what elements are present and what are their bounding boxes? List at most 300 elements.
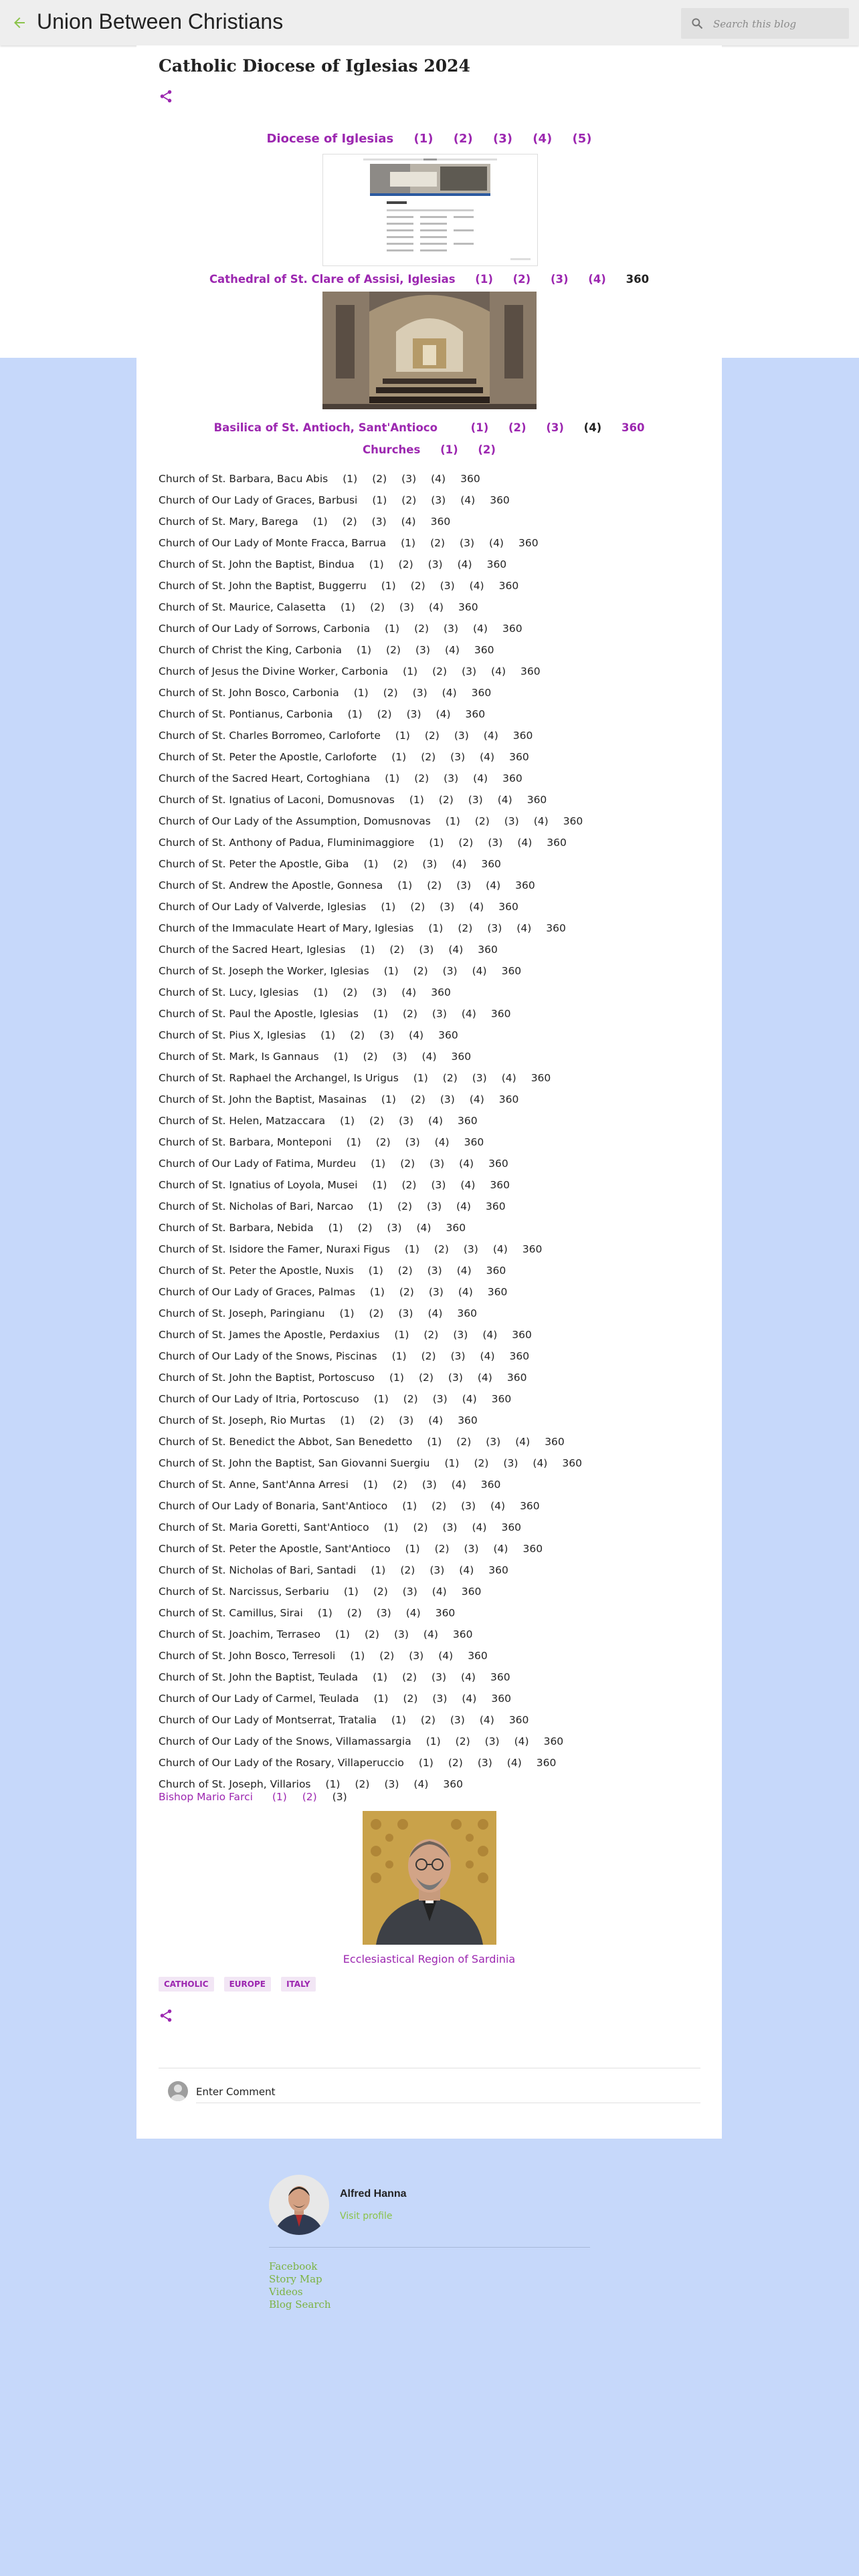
- church-photo-link[interactable]: (3): [461, 1500, 476, 1512]
- church-photo-link[interactable]: (1): [418, 1757, 434, 1769]
- church-photo-link[interactable]: (1): [312, 516, 328, 528]
- church-photo-link[interactable]: (4): [533, 815, 549, 827]
- church-photo-link[interactable]: (4): [472, 1521, 487, 1533]
- church-photo-link[interactable]: (1): [350, 1650, 365, 1662]
- church-photo-link[interactable]: (4): [514, 1735, 529, 1747]
- church-photo-link[interactable]: (2): [414, 623, 430, 635]
- church-photo-link[interactable]: (4): [428, 1115, 443, 1127]
- church-photo-link[interactable]: (2): [379, 1650, 395, 1662]
- church-360-link[interactable]: 360: [520, 1500, 540, 1512]
- church-360-link[interactable]: 360: [509, 751, 529, 763]
- church-photo-link[interactable]: (4): [438, 1650, 454, 1662]
- label-catholic[interactable]: CATHOLIC: [159, 1977, 214, 1992]
- church-photo-link[interactable]: (2): [424, 730, 440, 742]
- church-photo-link[interactable]: (3): [409, 1650, 424, 1662]
- church-photo-link[interactable]: (1): [413, 1072, 428, 1084]
- church-photo-link[interactable]: (2): [389, 944, 405, 956]
- church-photo-link[interactable]: (4): [497, 794, 512, 806]
- church-photo-link[interactable]: (1): [425, 1735, 441, 1747]
- church-360-link[interactable]: 360: [501, 965, 522, 977]
- church-photo-link[interactable]: (4): [490, 1500, 506, 1512]
- church-360-link[interactable]: 360: [464, 1136, 484, 1148]
- church-360-link[interactable]: 360: [488, 1564, 508, 1576]
- church-photo-link[interactable]: (4): [461, 1008, 476, 1020]
- diocese-photo-link-1[interactable]: (1): [413, 132, 434, 146]
- cathedral-interior-photo[interactable]: [322, 292, 537, 409]
- blog-search-link[interactable]: Blog Search: [269, 2298, 331, 2311]
- church-photo-link[interactable]: (1): [333, 1051, 349, 1063]
- church-photo-link[interactable]: (1): [360, 944, 375, 956]
- church-photo-link[interactable]: (2): [369, 1414, 385, 1426]
- church-photo-link[interactable]: (4): [459, 1564, 474, 1576]
- church-photo-link[interactable]: (1): [383, 1521, 399, 1533]
- church-photo-link[interactable]: (1): [357, 644, 372, 656]
- church-photo-link[interactable]: (1): [383, 965, 399, 977]
- church-photo-link[interactable]: (2): [370, 601, 385, 613]
- church-photo-link[interactable]: (1): [372, 1179, 387, 1191]
- church-photo-link[interactable]: (1): [335, 1628, 350, 1640]
- church-photo-link[interactable]: (4): [409, 1029, 424, 1041]
- church-photo-link[interactable]: (3): [430, 1158, 445, 1170]
- church-photo-link[interactable]: (3): [384, 1778, 399, 1790]
- church-photo-link[interactable]: (4): [442, 687, 457, 699]
- church-photo-link[interactable]: (3): [463, 1243, 478, 1255]
- church-360-link[interactable]: 360: [443, 1778, 463, 1790]
- church-photo-link[interactable]: (2): [423, 1329, 439, 1341]
- church-360-link[interactable]: 360: [547, 837, 567, 849]
- church-360-link[interactable]: 360: [502, 623, 522, 635]
- church-360-link[interactable]: 360: [490, 1671, 510, 1683]
- church-photo-link[interactable]: (2): [474, 1457, 489, 1469]
- church-photo-link[interactable]: (2): [350, 1029, 365, 1041]
- church-360-link[interactable]: 360: [522, 1543, 543, 1555]
- church-photo-link[interactable]: (3): [387, 1222, 402, 1234]
- church-photo-link[interactable]: (2): [402, 1008, 417, 1020]
- church-photo-link[interactable]: (3): [432, 1693, 448, 1705]
- church-photo-link[interactable]: (1): [353, 687, 369, 699]
- church-photo-link[interactable]: (1): [401, 537, 416, 549]
- search-icon[interactable]: [690, 17, 704, 30]
- enter-comment-field[interactable]: Enter Comment: [196, 2086, 276, 2098]
- church-360-link[interactable]: 360: [430, 516, 451, 528]
- church-photo-link[interactable]: (3): [454, 730, 469, 742]
- church-photo-link[interactable]: (3): [488, 837, 503, 849]
- church-photo-link[interactable]: (1): [381, 580, 396, 592]
- church-photo-link[interactable]: (3): [440, 901, 455, 913]
- church-photo-link[interactable]: (3): [401, 473, 417, 485]
- church-photo-link[interactable]: (3): [402, 1586, 417, 1598]
- church-photo-link[interactable]: (4): [413, 1778, 429, 1790]
- church-photo-link[interactable]: (2): [402, 1671, 417, 1683]
- diocese-photo-link-3[interactable]: (3): [493, 132, 512, 146]
- church-photo-link[interactable]: (2): [474, 815, 490, 827]
- diocese-link[interactable]: Diocese of Iglesias: [266, 132, 394, 146]
- church-360-link[interactable]: 360: [452, 1628, 473, 1640]
- church-360-link[interactable]: 360: [515, 879, 535, 891]
- comment-box[interactable]: [159, 2078, 700, 2103]
- church-360-link[interactable]: 360: [545, 1436, 565, 1448]
- church-photo-link[interactable]: (3): [444, 772, 459, 784]
- church-photo-link[interactable]: (2): [401, 494, 417, 506]
- church-photo-link[interactable]: (4): [473, 623, 488, 635]
- church-photo-link[interactable]: (1): [372, 494, 387, 506]
- church-photo-link[interactable]: (1): [373, 1693, 389, 1705]
- church-photo-link[interactable]: (2): [364, 1628, 379, 1640]
- basilica-photo-link-1[interactable]: (1): [470, 421, 489, 434]
- church-360-link[interactable]: 360: [435, 1607, 456, 1619]
- church-photo-link[interactable]: (4): [456, 1200, 471, 1212]
- church-photo-link[interactable]: (2): [393, 858, 408, 870]
- church-360-link[interactable]: 360: [487, 1286, 508, 1298]
- church-photo-link[interactable]: (4): [461, 1671, 476, 1683]
- church-photo-link[interactable]: (1): [371, 1158, 386, 1170]
- church-photo-link[interactable]: (1): [391, 1350, 407, 1362]
- cathedral-photo-link-3[interactable]: (3): [550, 273, 569, 286]
- church-photo-link[interactable]: (3): [422, 858, 438, 870]
- church-photo-link[interactable]: (1): [340, 1414, 355, 1426]
- church-photo-link[interactable]: (3): [503, 1457, 518, 1469]
- church-360-link[interactable]: 360: [468, 1650, 488, 1662]
- church-photo-link[interactable]: (2): [413, 965, 428, 977]
- church-photo-link[interactable]: (4): [473, 772, 488, 784]
- church-photo-link[interactable]: (3): [440, 580, 455, 592]
- region-link[interactable]: Ecclesiastical Region of Sardinia: [343, 1953, 516, 1965]
- church-360-link[interactable]: 360: [491, 1393, 512, 1405]
- church-photo-link[interactable]: (1): [325, 1778, 341, 1790]
- church-photo-link[interactable]: (3): [371, 516, 387, 528]
- church-photo-link[interactable]: (2): [413, 1521, 428, 1533]
- church-360-link[interactable]: 360: [488, 1158, 508, 1170]
- church-photo-link[interactable]: (1): [391, 751, 407, 763]
- church-photo-link[interactable]: (4): [469, 580, 484, 592]
- church-photo-link[interactable]: (1): [343, 473, 358, 485]
- share-icon[interactable]: [159, 89, 173, 104]
- church-photo-link[interactable]: (1): [339, 1307, 355, 1319]
- label-europe[interactable]: EUROPE: [224, 1977, 271, 1992]
- church-photo-link[interactable]: (3): [450, 751, 466, 763]
- church-360-link[interactable]: 360: [490, 1008, 511, 1020]
- basilica-photo-link-3[interactable]: (3): [546, 421, 564, 434]
- bishop-photo-link-1[interactable]: (1): [272, 1791, 287, 1803]
- church-photo-link[interactable]: (4): [493, 1543, 508, 1555]
- church-photo-link[interactable]: (3): [399, 1115, 414, 1127]
- church-photo-link[interactable]: (4): [462, 1693, 477, 1705]
- church-photo-link[interactable]: (2): [432, 665, 448, 677]
- church-photo-link[interactable]: (4): [457, 558, 472, 570]
- church-photo-link[interactable]: (2): [369, 1115, 385, 1127]
- visit-profile-link[interactable]: Visit profile: [340, 2211, 393, 2222]
- church-photo-link[interactable]: (2): [363, 1051, 378, 1063]
- church-photo-link[interactable]: (1): [429, 837, 444, 849]
- church-360-link[interactable]: 360: [465, 708, 486, 720]
- church-photo-link[interactable]: (4): [492, 1243, 508, 1255]
- church-photo-link[interactable]: (3): [405, 1136, 420, 1148]
- church-photo-link[interactable]: (4): [451, 1479, 466, 1491]
- church-photo-link[interactable]: (3): [464, 1543, 479, 1555]
- church-photo-link[interactable]: (4): [460, 494, 476, 506]
- church-photo-link[interactable]: (3): [460, 537, 475, 549]
- church-photo-link[interactable]: (3): [427, 1200, 442, 1212]
- church-photo-link[interactable]: (3): [379, 1029, 395, 1041]
- church-photo-link[interactable]: (3): [453, 1329, 468, 1341]
- church-photo-link[interactable]: (1): [320, 1029, 336, 1041]
- church-photo-link[interactable]: (4): [483, 730, 498, 742]
- church-360-link[interactable]: 360: [501, 1521, 522, 1533]
- church-photo-link[interactable]: (4): [506, 1757, 522, 1769]
- church-photo-link[interactable]: (1): [346, 1136, 361, 1148]
- church-photo-link[interactable]: (3): [372, 986, 387, 998]
- church-360-link[interactable]: 360: [546, 922, 566, 934]
- church-photo-link[interactable]: (2): [399, 1286, 414, 1298]
- basilica-360-link[interactable]: 360: [621, 421, 645, 434]
- church-photo-link[interactable]: (4): [515, 1436, 531, 1448]
- church-photo-link[interactable]: (1): [395, 730, 410, 742]
- church-photo-link[interactable]: (2): [458, 922, 473, 934]
- church-360-link[interactable]: 360: [474, 644, 494, 656]
- church-photo-link[interactable]: (2): [410, 1093, 425, 1105]
- profile-avatar[interactable]: [269, 2175, 329, 2235]
- church-360-link[interactable]: 360: [458, 1414, 478, 1426]
- church-photo-link[interactable]: (1): [391, 1714, 406, 1726]
- church-360-link[interactable]: 360: [480, 1479, 501, 1491]
- church-photo-link[interactable]: (1): [369, 558, 384, 570]
- church-photo-link[interactable]: (3): [484, 1735, 500, 1747]
- church-photo-link[interactable]: (4): [501, 1072, 516, 1084]
- church-photo-link[interactable]: (4): [472, 965, 487, 977]
- church-photo-link[interactable]: (1): [427, 1436, 442, 1448]
- church-photo-link[interactable]: (1): [369, 1286, 385, 1298]
- church-photo-link[interactable]: (3): [431, 494, 446, 506]
- church-photo-link[interactable]: (1): [381, 901, 396, 913]
- church-photo-link[interactable]: (1): [397, 879, 413, 891]
- videos-link[interactable]: Videos: [269, 2286, 303, 2298]
- church-360-link[interactable]: 360: [562, 1457, 582, 1469]
- church-photo-link[interactable]: (4): [427, 1307, 443, 1319]
- church-photo-link[interactable]: (2): [400, 1158, 415, 1170]
- church-photo-link[interactable]: (2): [418, 1372, 434, 1384]
- search-box[interactable]: [681, 8, 849, 39]
- church-photo-link[interactable]: (1): [404, 1243, 419, 1255]
- church-photo-link[interactable]: (1): [373, 1393, 389, 1405]
- church-360-link[interactable]: 360: [478, 944, 498, 956]
- church-photo-link[interactable]: (3): [450, 1714, 465, 1726]
- church-photo-link[interactable]: (4): [482, 1329, 498, 1341]
- church-photo-link[interactable]: (1): [341, 601, 356, 613]
- church-photo-link[interactable]: (3): [392, 1051, 407, 1063]
- church-photo-link[interactable]: (2): [375, 1136, 391, 1148]
- church-photo-link[interactable]: (4): [434, 1136, 450, 1148]
- bishop-portrait-photo[interactable]: [363, 1811, 496, 1945]
- church-photo-link[interactable]: (2): [434, 1543, 450, 1555]
- church-photo-link[interactable]: (2): [442, 1072, 458, 1084]
- church-photo-link[interactable]: (4): [489, 537, 504, 549]
- church-photo-link[interactable]: (2): [403, 1393, 418, 1405]
- church-360-link[interactable]: 360: [490, 494, 510, 506]
- church-photo-link[interactable]: (3): [399, 601, 414, 613]
- church-photo-link[interactable]: (3): [448, 1372, 463, 1384]
- church-photo-link[interactable]: (1): [373, 1008, 388, 1020]
- church-photo-link[interactable]: (1): [368, 1265, 383, 1277]
- church-photo-link[interactable]: (3): [456, 879, 472, 891]
- church-photo-link[interactable]: (3): [419, 944, 434, 956]
- bishop-photo-link-2[interactable]: (2): [302, 1791, 317, 1803]
- church-photo-link[interactable]: (1): [403, 665, 418, 677]
- church-photo-link[interactable]: (1): [428, 922, 444, 934]
- church-360-link[interactable]: 360: [498, 1093, 519, 1105]
- church-photo-link[interactable]: (3): [442, 1521, 458, 1533]
- church-photo-link[interactable]: (2): [458, 837, 474, 849]
- church-photo-link[interactable]: (1): [363, 1479, 378, 1491]
- church-photo-link[interactable]: (1): [445, 815, 460, 827]
- church-360-link[interactable]: 360: [518, 537, 539, 549]
- church-photo-link[interactable]: (2): [373, 1586, 388, 1598]
- church-photo-link[interactable]: (2): [434, 1243, 449, 1255]
- church-photo-link[interactable]: (2): [414, 772, 430, 784]
- church-360-link[interactable]: 360: [485, 1200, 506, 1212]
- label-italy[interactable]: ITALY: [281, 1977, 315, 1992]
- church-photo-link[interactable]: (1): [405, 1543, 420, 1555]
- church-360-link[interactable]: 360: [458, 1115, 478, 1127]
- church-360-link[interactable]: 360: [508, 1714, 529, 1726]
- diocese-website-screenshot[interactable]: [322, 154, 538, 266]
- church-photo-link[interactable]: (3): [421, 1479, 437, 1491]
- church-photo-link[interactable]: (4): [432, 1586, 447, 1598]
- church-photo-link[interactable]: (4): [429, 601, 444, 613]
- church-photo-link[interactable]: (4): [486, 879, 501, 891]
- church-photo-link[interactable]: (2): [383, 687, 398, 699]
- blog-title[interactable]: Union Between Christians: [37, 9, 284, 33]
- cathedral-link[interactable]: Cathedral of St. Clare of Assisi, Iglesias: [209, 273, 456, 286]
- facebook-link[interactable]: Facebook: [269, 2260, 318, 2272]
- church-photo-link[interactable]: (1): [381, 1093, 396, 1105]
- church-photo-link[interactable]: (3): [432, 1393, 448, 1405]
- church-photo-link[interactable]: (4): [477, 1372, 492, 1384]
- church-360-link[interactable]: 360: [471, 687, 492, 699]
- church-photo-link[interactable]: (2): [455, 1735, 470, 1747]
- cathedral-photo-link-4[interactable]: (4): [588, 273, 606, 286]
- bishop-link[interactable]: Bishop Mario Farci: [159, 1791, 253, 1803]
- church-photo-link[interactable]: (2): [456, 1436, 472, 1448]
- church-360-link[interactable]: 360: [512, 730, 533, 742]
- church-photo-link[interactable]: (1): [371, 1564, 386, 1576]
- church-photo-link[interactable]: (2): [421, 1350, 436, 1362]
- church-360-link[interactable]: 360: [531, 1072, 551, 1084]
- church-photo-link[interactable]: (2): [343, 986, 358, 998]
- church-photo-link[interactable]: (1): [343, 1586, 359, 1598]
- church-photo-link[interactable]: (4): [517, 837, 533, 849]
- church-photo-link[interactable]: (4): [491, 665, 506, 677]
- church-photo-link[interactable]: (3): [444, 623, 458, 635]
- church-photo-link[interactable]: (2): [398, 558, 413, 570]
- church-photo-link[interactable]: (1): [409, 794, 424, 806]
- diocese-photo-link-2[interactable]: (2): [453, 132, 473, 146]
- church-photo-link[interactable]: (3): [468, 794, 483, 806]
- church-photo-link[interactable]: (4): [423, 1628, 438, 1640]
- church-360-link[interactable]: 360: [563, 815, 583, 827]
- basilica-photo-link-2[interactable]: (2): [508, 421, 527, 434]
- church-360-link[interactable]: 360: [543, 1735, 564, 1747]
- church-photo-link[interactable]: (4): [405, 1607, 421, 1619]
- church-photo-link[interactable]: (3): [393, 1628, 409, 1640]
- church-360-link[interactable]: 360: [438, 1029, 458, 1041]
- church-photo-link[interactable]: (1): [363, 858, 379, 870]
- church-photo-link[interactable]: (4): [469, 1093, 484, 1105]
- church-photo-link[interactable]: (1): [444, 1457, 460, 1469]
- church-photo-link[interactable]: (1): [368, 1200, 383, 1212]
- church-photo-link[interactable]: (2): [427, 879, 442, 891]
- church-photo-link[interactable]: (2): [410, 901, 425, 913]
- church-photo-link[interactable]: (3): [432, 1008, 447, 1020]
- church-photo-link[interactable]: (4): [448, 944, 464, 956]
- church-photo-link[interactable]: (3): [399, 1414, 414, 1426]
- church-photo-link[interactable]: (4): [452, 858, 467, 870]
- church-360-link[interactable]: 360: [451, 1051, 472, 1063]
- cathedral-photo-link-2[interactable]: (2): [512, 273, 531, 286]
- church-360-link[interactable]: 360: [527, 794, 547, 806]
- story-map-link[interactable]: Story Map: [269, 2273, 322, 2285]
- church-photo-link[interactable]: (4): [460, 1179, 476, 1191]
- church-photo-link[interactable]: (4): [416, 1222, 432, 1234]
- church-360-link[interactable]: 360: [498, 901, 518, 913]
- church-360-link[interactable]: 360: [506, 1372, 527, 1384]
- church-360-link[interactable]: 360: [498, 580, 519, 592]
- church-photo-link[interactable]: (2): [386, 644, 401, 656]
- church-photo-link[interactable]: (2): [355, 1778, 370, 1790]
- church-photo-link[interactable]: (1): [313, 986, 328, 998]
- church-360-link[interactable]: 360: [461, 1586, 482, 1598]
- church-360-link[interactable]: 360: [491, 1693, 511, 1705]
- church-photo-link[interactable]: (3): [442, 965, 458, 977]
- church-photo-link[interactable]: (1): [340, 1115, 355, 1127]
- church-360-link[interactable]: 360: [460, 473, 480, 485]
- church-photo-link[interactable]: (3): [430, 1564, 445, 1576]
- diocese-photo-link-4[interactable]: (4): [533, 132, 553, 146]
- church-photo-link[interactable]: (2): [377, 708, 392, 720]
- church-photo-link[interactable]: (3): [427, 558, 443, 570]
- church-photo-link[interactable]: (3): [376, 1607, 391, 1619]
- church-photo-link[interactable]: (4): [436, 708, 451, 720]
- church-photo-link[interactable]: (4): [462, 1393, 477, 1405]
- church-photo-link[interactable]: (4): [401, 986, 417, 998]
- church-photo-link[interactable]: (4): [421, 1051, 437, 1063]
- church-photo-link[interactable]: (4): [431, 473, 446, 485]
- church-360-link[interactable]: 360: [509, 1350, 530, 1362]
- church-photo-link[interactable]: (3): [428, 1286, 444, 1298]
- church-360-link[interactable]: 360: [481, 858, 501, 870]
- church-photo-link[interactable]: (2): [448, 1757, 463, 1769]
- diocese-photo-link-5[interactable]: (5): [572, 132, 592, 146]
- church-photo-link[interactable]: (4): [533, 1457, 548, 1469]
- church-360-link[interactable]: 360: [522, 1243, 543, 1255]
- church-photo-link[interactable]: (1): [389, 1372, 404, 1384]
- church-360-link[interactable]: 360: [446, 1222, 466, 1234]
- church-photo-link[interactable]: (2): [432, 1500, 447, 1512]
- church-photo-link[interactable]: (3): [412, 687, 427, 699]
- church-photo-link[interactable]: (1): [385, 772, 400, 784]
- search-input[interactable]: [712, 15, 842, 33]
- church-360-link[interactable]: 360: [512, 1329, 532, 1341]
- church-photo-link[interactable]: (4): [480, 751, 495, 763]
- church-photo-link[interactable]: (4): [459, 1158, 474, 1170]
- church-photo-link[interactable]: (3): [398, 1307, 413, 1319]
- church-photo-link[interactable]: (1): [347, 708, 363, 720]
- church-photo-link[interactable]: (2): [430, 537, 446, 549]
- church-photo-link[interactable]: (3): [406, 708, 421, 720]
- church-photo-link[interactable]: (4): [428, 1414, 444, 1426]
- churches-link-2[interactable]: (2): [478, 443, 496, 456]
- church-photo-link[interactable]: (1): [328, 1222, 343, 1234]
- church-photo-link[interactable]: (2): [400, 1564, 415, 1576]
